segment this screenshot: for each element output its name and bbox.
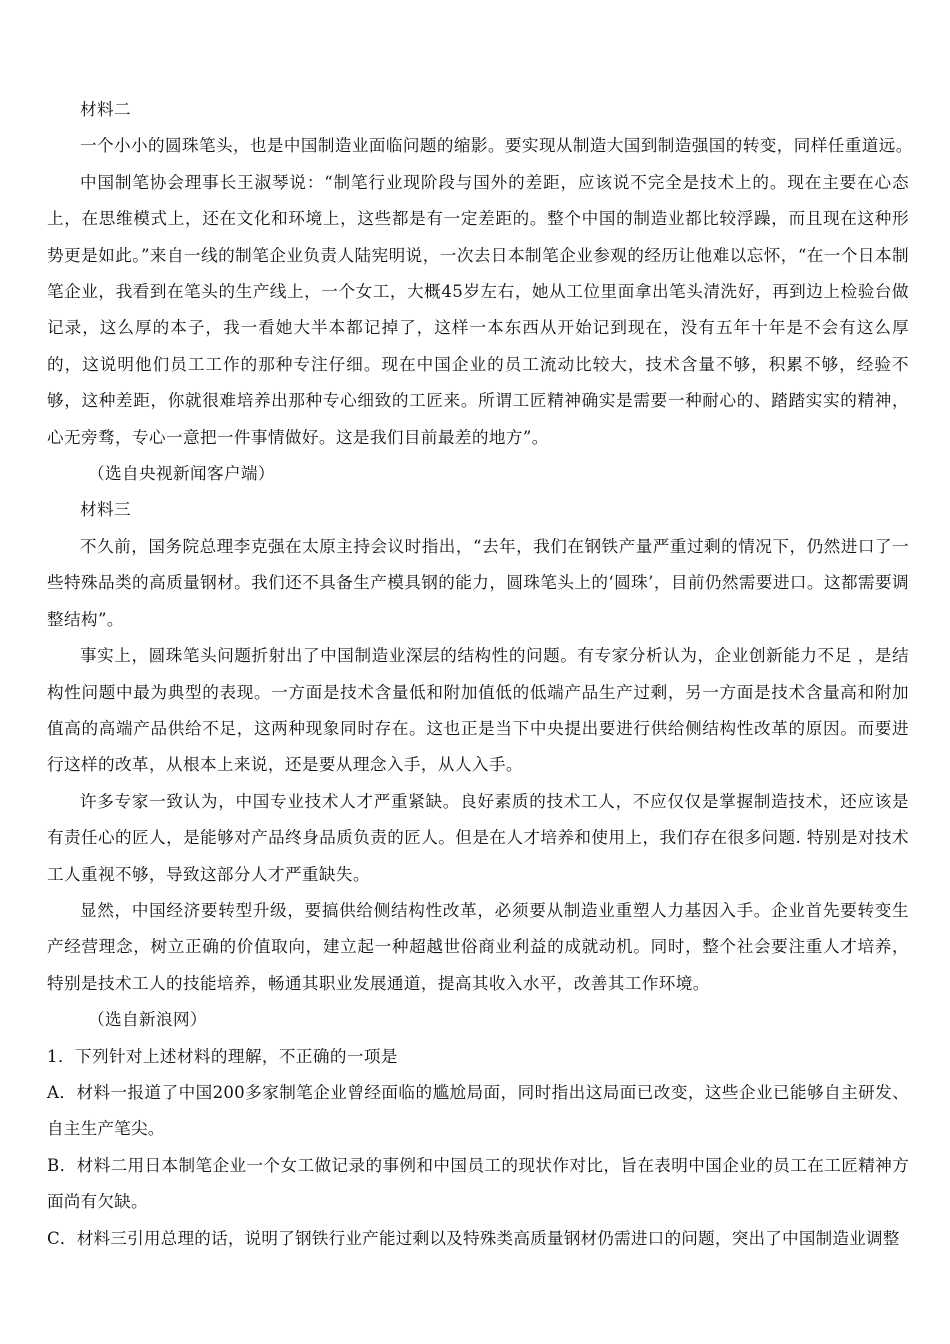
material3-paragraph-4: 显然，中国经济要转型升级，要搞供给侧结构性改革，必须要从制造业重塑人力基因入手。企业首先要转变生产经营理念，树立正确的价值取向，建立起一种超越世俗商业利益的成就动机。同时，整个社会要注重人才培养，特别是技术工人的技能培养，畅通其职业发展通道，提高其收入水平，改善其工作环境。 bbox=[47, 900, 909, 993]
material2-heading: 材料二 bbox=[80, 100, 131, 119]
material2-source: （选自央视新闻客户端） bbox=[88, 464, 275, 484]
material3-paragraph-2: 事实上，圆珠笔头问题折射出了中国制造业深层的结构性的问题。有专家分析认为，企业创新能力不足 ，是结构性问题中最为典型的表现。一方面是技术含量低和附加值低的低端产品生产过剩，另一方面是技术含量高和附加值高的高端产品供给不足，这两种现象同时存在。这也正是当下中央提出要进行供给侧结构性改革的原因。而要进行这样的改革，从根本上来说，还是要从理念入手，从人入手。 bbox=[47, 646, 909, 775]
question-1-option-b: B．材料二用日本制笔企业一个女工做记录的事例和中国员工的现状作对比，旨在表明中国企业的员工在工匠精神方面尚有欠缺。 bbox=[47, 1155, 909, 1212]
material3-paragraph-3: 许多专家一致认为，中国专业技术人才严重紧缺。良好素质的技术工人，不应仅仅是掌握制造技术，还应该是有责任心的匠人，是能够对产品终身品质负责的匠人。但是在人才培养和使用上，我们存在很多问题. 特别是对技术工人重视不够，导致这部分人才严重缺失。 bbox=[47, 791, 909, 884]
material3-paragraph-1: 不久前，国务院总理李克强在太原主持会议时指出，“去年，我们在钢铁产量严重过剩的情况下，仍然进口了一些特殊品类的高质量钢材。我们还不具备生产模具钢的能力，圆珠笔头上的‘圆珠’，目前仍然需要进口。这都需要调整结构”。 bbox=[47, 536, 909, 629]
question-1-stem: 1．下列针对上述材料的理解，不正确的一项是 bbox=[47, 1046, 398, 1066]
question-1-option-a: A．材料一报道了中国200多家制笔企业曾经面临的尴尬局面，同时指出这局面已改变，这些企业已能够自主研发、自主生产笔尖。 bbox=[47, 1082, 909, 1139]
material2-paragraph-2: 中国制笔协会理事长王淑琴说：“制笔行业现阶段与国外的差距，应该说不完全是技术上的。现在主要在心态上，在思维模式上，还在文化和环境上，这些都是有一定差距的。整个中国的制造业都比较浮躁，而且现在这种形势更是如此。”来自一线的制笔企业负责人陆宪明说，一次去日本制笔企业参观的经历让他难以忘怀，“在一个日本制笔企业，我看到在笔头的生产线上，一个女工，大概45岁左右，她从工位里面拿出笔头清洗好，再到边上检验台做记录，这么厚的本子，我一看她大半本都记掉了，这样一本东西从开始记到现在，没有五年十年是不会有这么厚的，这说明他们员工工作的那种专注仔细。现在中国企业的员工流动比较大，技术含量不够，积累不够，经验不够，这种差距，你就很难培养出那种专心细致的工匠来。所谓工匠精神确实是需要一种耐心的、踏踏实实的精神，心无旁骛，专心一意把一件事情做好。这是我们目前最差的地方”。 bbox=[47, 172, 909, 447]
material2-paragraph-1: 一个小小的圆珠笔头，也是中国制造业面临问题的缩影。要实现从制造大国到制造强国的转变，同样任重道远。 bbox=[80, 136, 913, 156]
document-page bbox=[47, 92, 913, 1257]
question-1-option-c: C．材料三引用总理的话，说明了钢铁行业产能过剩以及特殊类高质量钢材仍需进口的问题，突出了中国制造业调整 bbox=[47, 1228, 900, 1248]
material3-source: （选自新浪网） bbox=[88, 1010, 207, 1030]
material3-heading: 材料三 bbox=[80, 500, 131, 520]
